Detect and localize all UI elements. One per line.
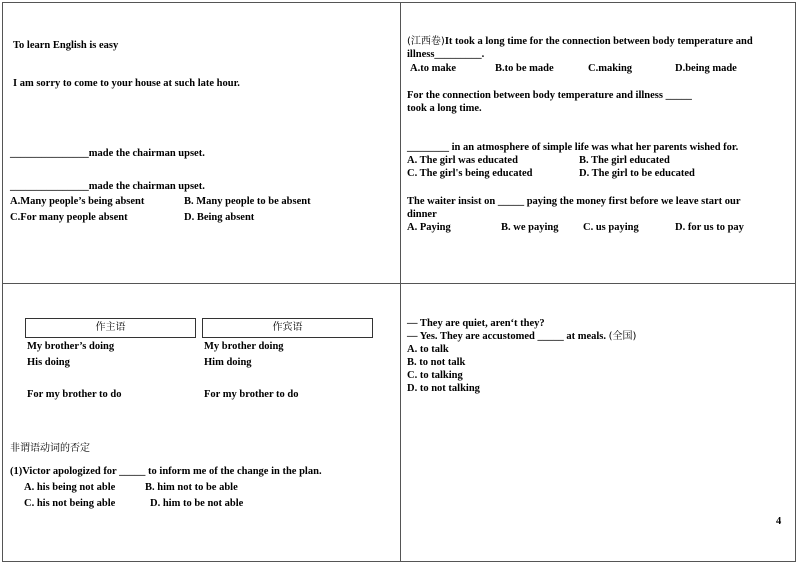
subject-header-box: 作主语 xyxy=(25,318,196,338)
object-row-1: My brother doing xyxy=(204,341,284,352)
q6-line-2 xyxy=(407,330,636,343)
q5-option-b: B. him not to be able xyxy=(145,482,238,493)
q5-option-c: C. his not being able xyxy=(24,498,116,509)
object-header-box: 作宾语 xyxy=(202,318,373,338)
q6-stem: — Yes. They are accustomed _____ at meals. xyxy=(407,331,609,342)
q3-option-b: B. The girl educated xyxy=(579,155,670,166)
q6-option-b: B. to not talk xyxy=(407,357,466,368)
q6-option-c: C. to talking xyxy=(407,370,463,381)
q3-option-d: D. The girl to be educated xyxy=(579,168,695,179)
q2-option-d: D.being made xyxy=(675,63,737,74)
q4-option-a: A. Paying xyxy=(407,222,451,233)
object-row-3: For my brother to do xyxy=(204,389,299,400)
q1-line2: I am sorry to come to your house at such late hour. xyxy=(13,78,240,89)
q4-option-d: D. for us to pay xyxy=(675,222,744,233)
q2-option-b: B.to be made xyxy=(495,63,554,74)
q6-option-a: A. to talk xyxy=(407,344,449,355)
q2-stem-line xyxy=(407,35,753,48)
q1-option-a: A.Many people’s being absent xyxy=(10,196,145,207)
q4-stem: The waiter insist on _____ paying the money first before we leave start our xyxy=(407,196,741,207)
q1-line1: To learn English is easy xyxy=(13,40,119,51)
q2-stem: It took a long time for the connection between body temperature and xyxy=(444,36,753,47)
q2-rewrite-2: took a long time. xyxy=(407,103,482,114)
subject-row-2: His doing xyxy=(27,357,70,368)
q6-option-d: D. to not talking xyxy=(407,383,480,394)
q1-line4: _______________made the chairman upset. xyxy=(10,181,205,192)
subject-row-1: My brother’s doing xyxy=(27,341,115,352)
q3-option-c: C. The girl's being educated xyxy=(407,168,533,179)
q6-line-1: — They are quiet, aren‘t they? xyxy=(407,318,545,329)
q3-stem: ________ in an atmosphere of simple life was what her parents wished for. xyxy=(407,142,739,153)
q4-option-c: C. us paying xyxy=(583,222,639,233)
page-number: 4 xyxy=(776,516,782,527)
q1-option-d: D. Being absent xyxy=(184,212,255,223)
q1-option-c: C.For many people absent xyxy=(10,212,128,223)
q2-stem-2: illness_________. xyxy=(407,49,485,60)
subject-row-3: For my brother to do xyxy=(27,389,122,400)
vertical-divider xyxy=(400,2,401,562)
object-row-2: Him doing xyxy=(204,357,252,368)
q5-option-d: D. him to be not able xyxy=(150,498,244,509)
horizontal-divider xyxy=(2,283,796,284)
q2-source-tag: (江西卷) xyxy=(407,36,445,47)
q4-stem-2: dinner xyxy=(407,209,437,220)
q4-option-b: B. we paying xyxy=(501,222,559,233)
q5-option-a: A. his being not able xyxy=(24,482,116,493)
q1-line3: _______________made the chairman upset. xyxy=(10,148,205,159)
q3-option-a: A. The girl was educated xyxy=(407,155,518,166)
q1-option-b: B. Many people to be absent xyxy=(184,196,311,207)
q2-option-a: A.to make xyxy=(410,63,457,74)
q5-stem: (1)Victor apologized for _____ to inform me of the change in the plan. xyxy=(10,466,322,477)
q2-option-c: C.making xyxy=(588,63,633,74)
q6-source-tag: (全国) xyxy=(608,331,637,342)
q2-rewrite-1: For the connection between body temperature and illness _____ xyxy=(407,90,692,101)
negation-title: 非谓语动词的否定 xyxy=(10,443,90,454)
